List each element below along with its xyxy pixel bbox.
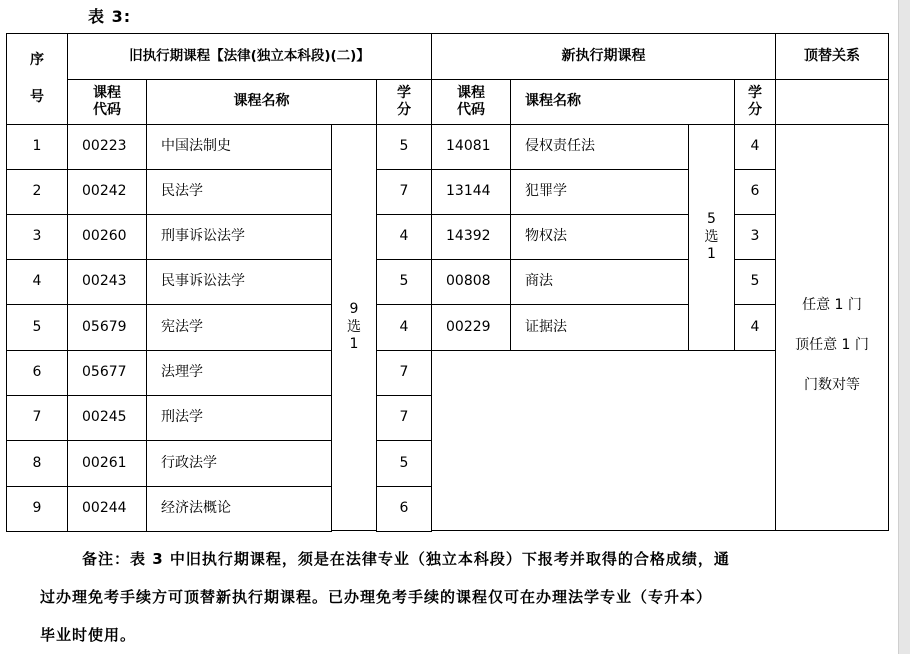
row-old-credit: 5 [376, 440, 432, 487]
header-seq-bottom: 号 [30, 89, 44, 105]
header-old-code-1: 课程 [93, 84, 121, 101]
row-new-code: 14081 [431, 124, 511, 170]
row-old-credit: 7 [376, 395, 432, 441]
row-seq: 1 [6, 124, 68, 170]
row-old-credit: 5 [376, 259, 432, 305]
header-new-code-2: 代码 [457, 102, 485, 118]
row-old-credit: 4 [376, 304, 432, 351]
note-line-1: 备注：表 3 中旧执行期课程，须是在法律专业（独立本科段）下报考并取得的合格成绩，通 [82, 550, 730, 568]
header-relation: 顶替关系 [775, 33, 889, 80]
row-new-credit: 4 [734, 124, 776, 170]
header-old-credit-1: 学 [397, 84, 411, 101]
row-old-name: 法理学 [146, 350, 332, 396]
relation-cell [775, 124, 889, 531]
row-old-code: 05679 [67, 304, 147, 351]
old-choice-1: 9 [349, 301, 359, 318]
row-old-name: 民法学 [146, 169, 332, 215]
row-old-code: 00244 [67, 486, 147, 532]
scrollbar[interactable] [898, 0, 910, 654]
header-new-code [431, 79, 511, 125]
row-new-name: 物权法 [510, 214, 689, 260]
row-old-code: 05677 [67, 350, 147, 396]
new-choice-2: 选 [704, 228, 719, 245]
row-old-name: 中国法制史 [146, 124, 332, 170]
header-new-name: 课程名称 [510, 79, 735, 125]
new-choice-cell [688, 124, 735, 351]
header-relation-blank [775, 79, 889, 125]
course-replacement-table [6, 33, 889, 530]
row-new-code: 00229 [431, 304, 511, 351]
row-old-name: 行政法学 [146, 440, 332, 487]
new-empty-area [431, 350, 776, 531]
row-old-name: 刑事诉讼法学 [146, 214, 332, 260]
row-new-code: 00808 [431, 259, 511, 305]
row-old-code: 00242 [67, 169, 147, 215]
header-old-credit [376, 79, 432, 125]
row-seq: 9 [6, 486, 68, 532]
header-seq [6, 33, 68, 125]
header-old-credit-2: 分 [397, 102, 411, 118]
old-choice-3: 1 [349, 336, 359, 353]
row-new-credit: 5 [734, 259, 776, 305]
note [40, 540, 875, 654]
row-new-credit: 3 [734, 214, 776, 260]
new-choice-1: 5 [707, 211, 716, 228]
row-seq: 5 [6, 304, 68, 351]
row-seq: 8 [6, 440, 68, 487]
row-old-credit: 5 [376, 124, 432, 170]
row-old-code: 00245 [67, 395, 147, 441]
header-seq-top: 序 [30, 51, 44, 68]
header-new-credit-1: 学 [748, 84, 762, 101]
relation-line-3: 门数对等 [804, 377, 860, 393]
new-choice-3: 1 [707, 246, 716, 263]
row-new-name: 证据法 [510, 304, 689, 351]
header-old-code [67, 79, 147, 125]
row-new-name: 商法 [510, 259, 689, 305]
row-seq: 7 [6, 395, 68, 441]
old-choice-cell [331, 124, 377, 531]
row-old-name: 经济法概论 [146, 486, 332, 532]
note-line-2: 过办理免考手续方可顶替新执行期课程。已办理免考手续的课程仅可在办理法学专业（专升本） [40, 588, 713, 606]
header-new-code-1: 课程 [457, 84, 485, 101]
row-old-code: 00261 [67, 440, 147, 487]
row-old-code: 00243 [67, 259, 147, 305]
table-label: 表 3: [88, 7, 132, 26]
header-old-code-2: 代码 [93, 102, 121, 118]
row-new-credit: 4 [734, 304, 776, 351]
row-old-code: 00223 [67, 124, 147, 170]
row-old-name: 宪法学 [146, 304, 332, 351]
row-old-code: 00260 [67, 214, 147, 260]
header-new-credit-2: 分 [748, 102, 762, 118]
row-new-name: 侵权责任法 [510, 124, 689, 170]
header-old-name: 课程名称 [146, 79, 377, 125]
row-new-name: 犯罪学 [510, 169, 689, 215]
row-old-name: 民事诉讼法学 [146, 259, 332, 305]
row-new-code: 13144 [431, 169, 511, 215]
row-new-code: 14392 [431, 214, 511, 260]
note-line-3: 毕业时使用。 [40, 626, 137, 644]
row-seq: 6 [6, 350, 68, 396]
row-seq: 2 [6, 169, 68, 215]
row-old-credit: 6 [376, 486, 432, 532]
row-old-name: 刑法学 [146, 395, 332, 441]
row-seq: 3 [6, 214, 68, 260]
relation-line-2: 顶任意 1 门 [795, 337, 869, 353]
relation-line-1: 任意 1 门 [802, 297, 862, 313]
row-new-credit: 6 [734, 169, 776, 215]
header-new-credit [734, 79, 776, 125]
header-old-group: 旧执行期课程【法律(独立本科段)(二)】 [67, 33, 432, 80]
header-new-group: 新执行期课程 [431, 33, 776, 80]
old-choice-2: 选 [347, 318, 361, 335]
row-seq: 4 [6, 259, 68, 305]
row-old-credit: 7 [376, 350, 432, 396]
row-old-credit: 7 [376, 169, 432, 215]
row-old-credit: 4 [376, 214, 432, 260]
